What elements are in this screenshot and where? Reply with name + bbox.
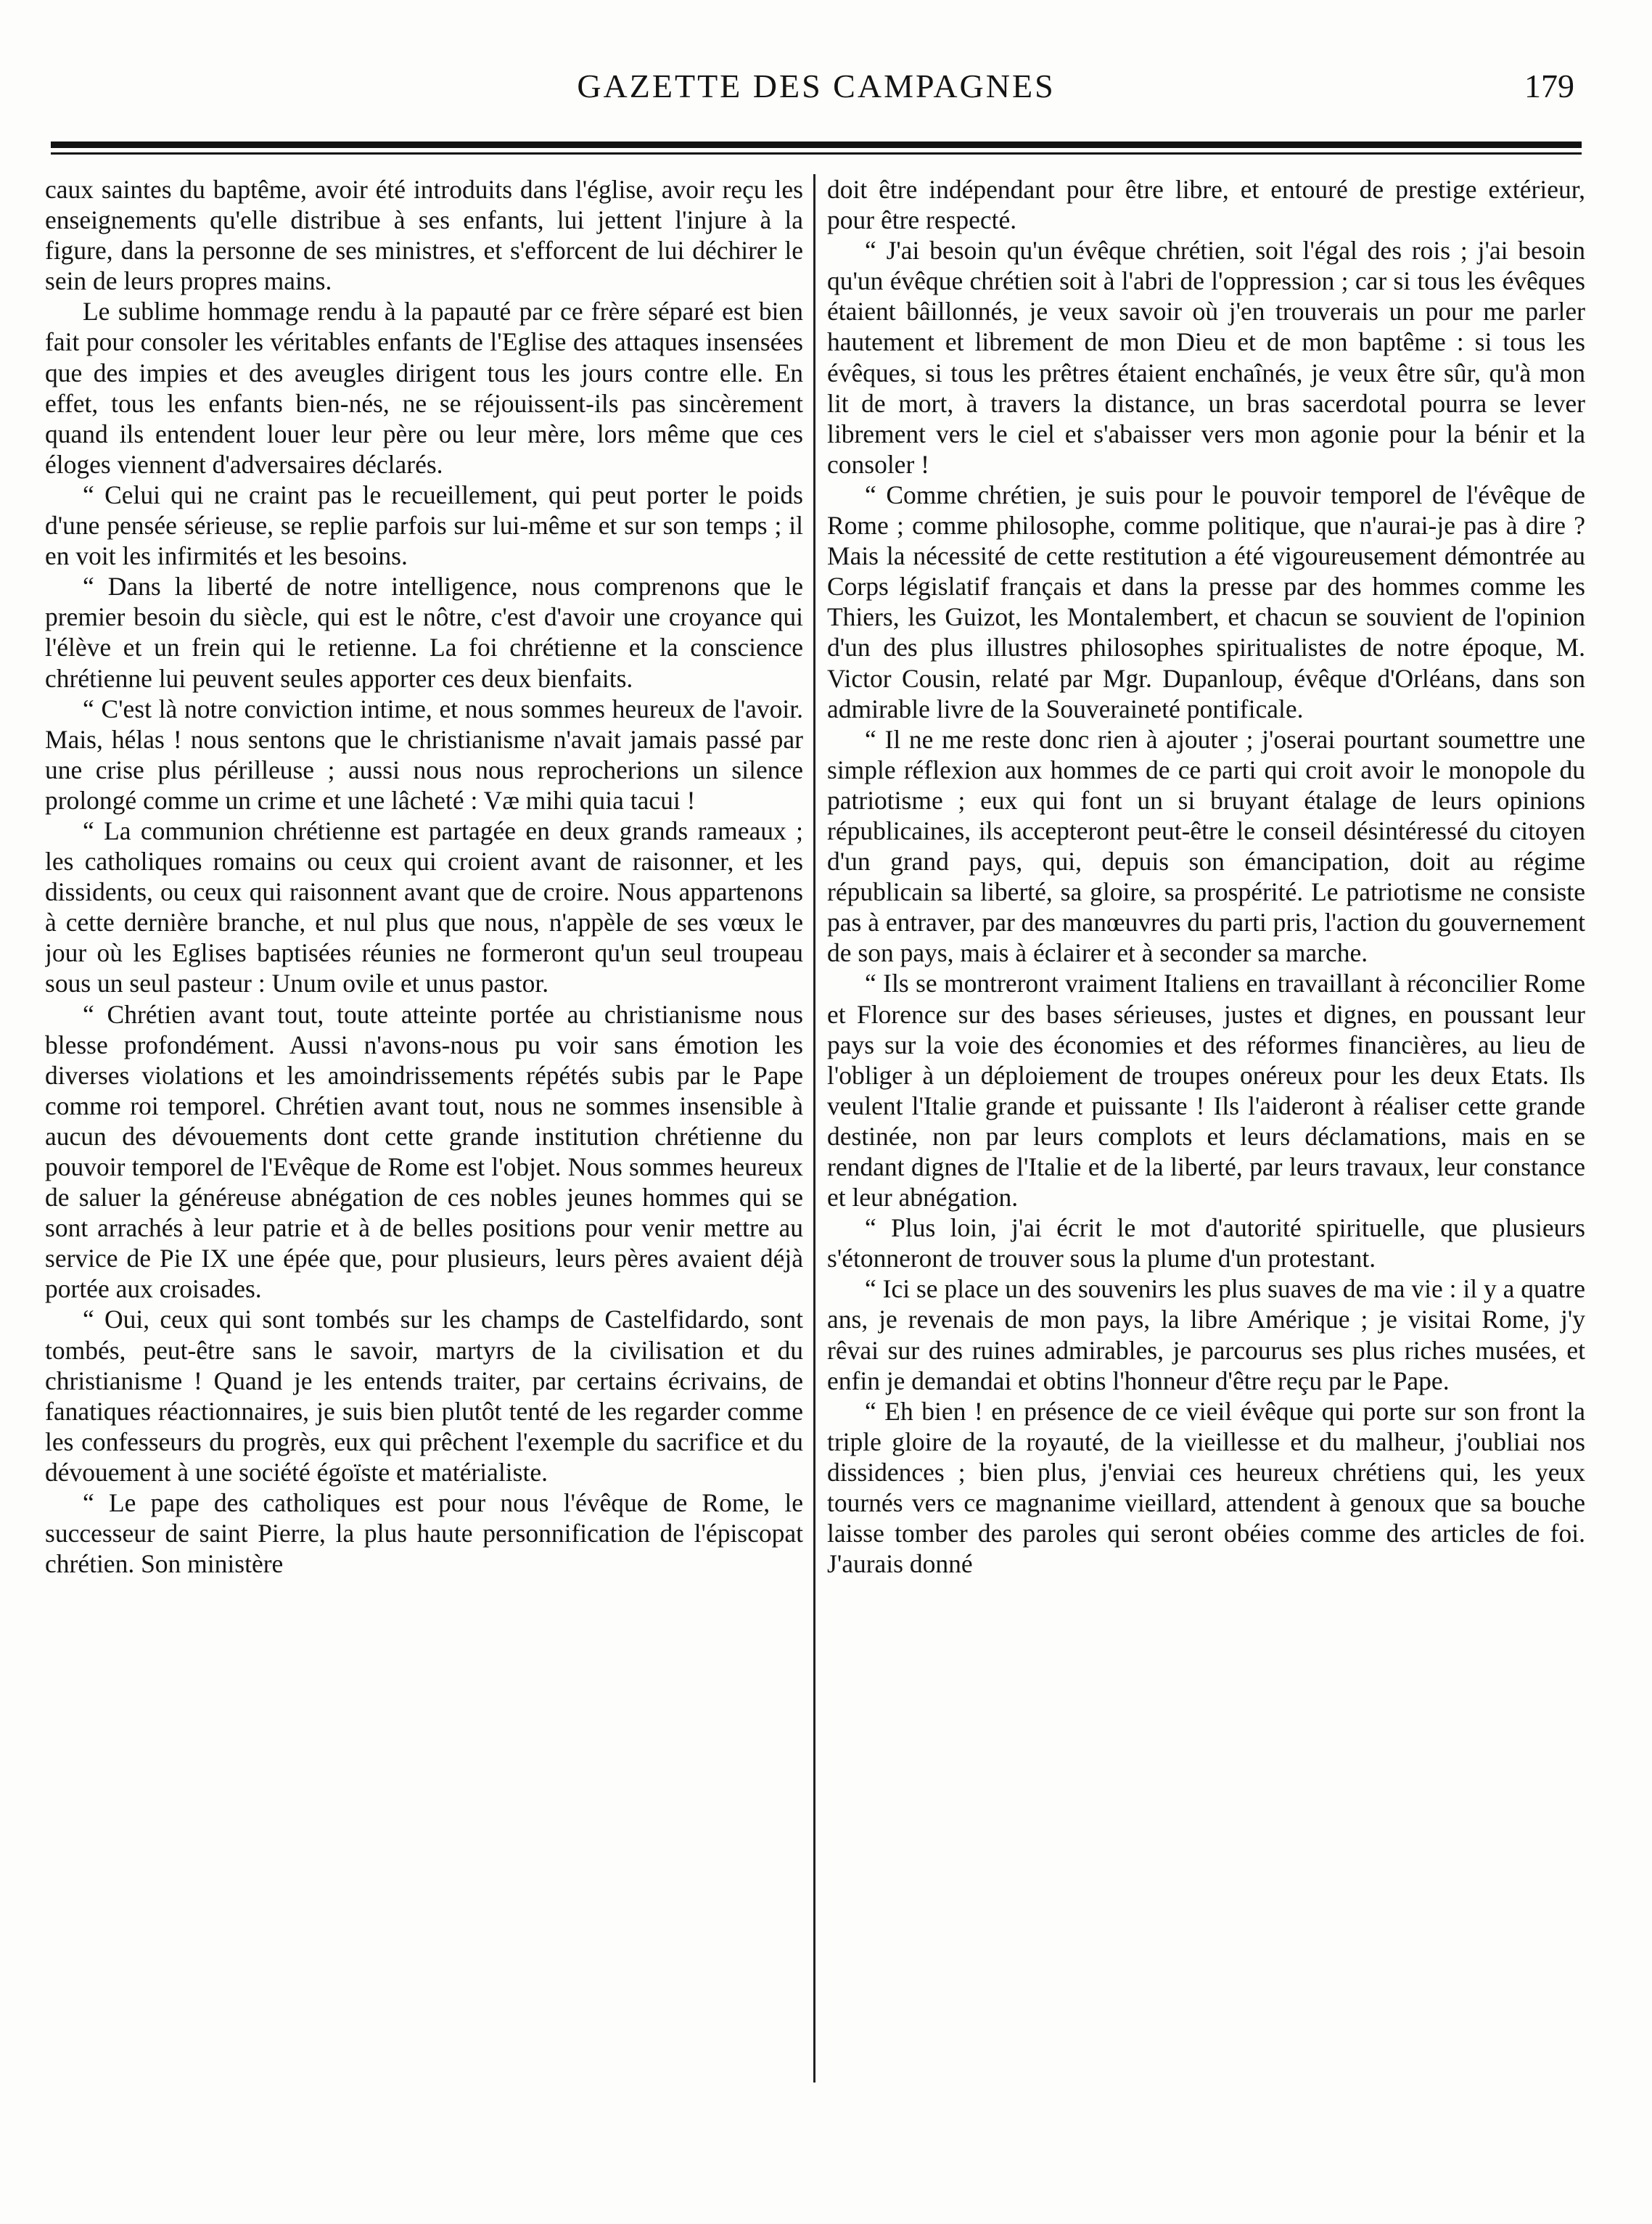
paragraph: “ Chrétien avant tout, toute atteinte portée au christianisme nous blesse profondément. Aussi n'avons-nous pu voir sans émotion les diverses violations et les amoindrissements répétés subis par le Pape comme roi temporel. Chrétien avant tout, nous ne sommes insensible à aucun des dévouements dont cette grande institution chrétienne du pouvoir temporel de l'Evêque de Rome est l'objet. Nous sommes heureux de saluer la généreuse abnégation de ces nobles jeunes hommes qui se sont arrachés à leur patrie et à de belles positions pour venir mettre au service de Pie IX une épée que, pour plusieurs, leurs pères avaient déjà portée aux croisades. — [45, 999, 803, 1304]
paragraph: Le sublime hommage rendu à la papauté par ce frère séparé est bien fait pour consoler les véritables enfants de l'Eglise des attaques insensées que des impies et des aveugles dirigent tous les jours contre elle. En effet, tous les enfants bien-nés, ne se réjouissent-ils pas sincèrement quand ils entendent louer leur père ou leur mère, lors même que ces éloges viennent d'adversaires déclarés. — [45, 297, 803, 479]
right-column — [827, 174, 1585, 2090]
paragraph: “ Dans la liberté de notre intelligence, nous comprenons que le premier besoin du siècle, qui est le nôtre, c'est d'avoir une croyance qui l'élève et un frein qui le retienne. La foi chrétienne et la conscience chrétienne lui peuvent seules apporter ces deux bienfaits. — [45, 572, 803, 693]
paragraph: “ Eh bien ! en présence de ce vieil évêque qui porte sur son front la triple gloire de la royauté, de la vieillesse et du malheur, j'oubliai nos dissidences ; bien plus, j'enviai ces heureux chrétiens qui, les yeux tournés vers ce magnanime vieillard, attendent à genoux que sa bouche laisse tomber des paroles qui seront obéies comme des articles de foi. J'aurais donné — [827, 1396, 1585, 1579]
left-column — [45, 174, 803, 2090]
paragraph: “ Ici se place un des souvenirs les plus suaves de ma vie : il y a quatre ans, je revenais de mon pays, la libre Amérique ; je visitai Rome, j'y rêvai sur des ruines admirables, je parcourus ses plus riches musées, et enfin je demandai et obtins l'honneur d'être reçu par le Pape. — [827, 1274, 1585, 1395]
page-header — [44, 67, 1589, 118]
paragraph: “ Plus loin, j'ai écrit le mot d'autorité spirituelle, que plusieurs s'étonneront de trouver sous la plume d'un protestant. — [827, 1213, 1585, 1273]
paragraph: “ Celui qui ne craint pas le recueillement, qui peut porter le poids d'une pensée sérieuse, se replie parfois sur lui-même et sur son temps ; il en voit les infirmités et les besoins. — [45, 480, 803, 571]
paragraph: “ C'est là notre conviction intime, et nous sommes heureux de l'avoir. Mais, hélas ! nous sentons que le christianisme n'avait jamais passé par une crise plus périlleuse ; aussi nous nous reprocherions un silence prolongé comme un crime et une lâcheté : Væ mihi quia tacui ! — [45, 694, 803, 815]
paragraph: caux saintes du baptême, avoir été introduits dans l'église, avoir reçu les enseignements qu'elle distribue à ses enfants, lui jettent l'injure à la figure, dans la personne de ses ministres, et s'efforcent de lui déchirer le sein de leurs propres mains. — [45, 175, 803, 296]
header-rule-thin — [51, 152, 1582, 155]
paragraph: “ Il ne me reste donc rien à ajouter ; j'oserai pourtant soumettre une simple réflexion aux hommes de ce parti qui croit avoir le monopole du patriotisme ; eux qui font un si bruyant étalage de leurs opinions républicaines, ils accepteront peut-être le conseil désintéressé du citoyen d'un grand pays, qui, depuis son émancipation, doit au régime républicain sa liberté, sa gloire, sa prospérité. Le patriotisme ne consiste pas à entraver, par des manœuvres du parti pris, l'action du gouvernement de son pays, mais à éclairer et à seconder sa marche. — [827, 724, 1585, 968]
publication-title: GAZETTE DES CAMPAGNES — [577, 67, 1056, 104]
header-rule-thick — [51, 141, 1582, 148]
paragraph: “ J'ai besoin qu'un évêque chrétien, soit l'égal des rois ; j'ai besoin qu'un évêque chrétien soit à l'abri de l'oppression ; car si tous les évêques étaient bâillonnés, je veux savoir où j'en trouverais un pour me parler hautement et librement de mon Dieu et de mon baptême : si tous les évêques, si tous les prêtres étaient enchaînés, je veux être sûr, qu'à mon lit de mort, à travers la distance, un bras sacerdotal pourra se lever librement vers le ciel et s'abaisser vers mon agonie pour la bénir et la consoler ! — [827, 236, 1585, 479]
paragraph: “ Comme chrétien, je suis pour le pouvoir temporel de l'évêque de Rome ; comme philosophe, comme politique, que n'aurai-je pas à dire ? Mais la nécessité de cette restitution a été vigoureusement démontrée au Corps législatif français et dans la presse par des hommes comme les Thiers, les Guizot, les Montalembert, et chacun se souvient de l'opinion d'un des plus illustres philosophes spiritualistes de notre époque, M. Victor Cousin, relaté par Mgr. Dupanloup, évêque d'Orléans, dans son admirable livre de la Souveraineté pontificale. — [827, 480, 1585, 723]
page-number: 179 — [1524, 67, 1574, 104]
paragraph: “ Le pape des catholiques est pour nous l'évêque de Rome, le successeur de saint Pierre, la plus haute personnification de l'épiscopat chrétien. Son ministère — [45, 1488, 803, 1579]
paragraph: “ Ils se montreront vraiment Italiens en travaillant à réconcilier Rome et Florence sur des bases sérieuses, justes et dignes, en poussant leur pays sur la voie des économies et des réformes financières, au lieu de l'obliger à un déploiement de troupes onéreux pour les deux Etats. Ils veulent l'Italie grande et puissante ! Ils l'aideront à réaliser cette grande destinée, non par leurs complots et leurs déclamations, mais en se rendant dignes de l'Italie et de la liberté, par leurs travaux, leur constance et leur abnégation. — [827, 969, 1585, 1212]
column-divider — [813, 174, 815, 2083]
paragraph: “ La communion chrétienne est partagée en deux grands rameaux ; les catholiques romains ou ceux qui croient avant de raisonner, et les dissidents, ou ceux qui raisonnent avant que de croire. Nous appartenons à cette dernière branche, et nul plus que nous, n'appèle de ses vœux le jour où les Eglises baptisées réunies ne formeront qu'un seul troupeau sous un seul pasteur : Unum ovile et unus pastor. — [45, 816, 803, 998]
paragraph: “ Oui, ceux qui sont tombés sur les champs de Castelfidardo, sont tombés, peut-être sans le savoir, martyrs de la civilisation et du christianisme ! Quand je les entends traiter, par certains écrivains, de fanatiques réactionnaires, je suis bien plutôt tenté de les regarder comme les confesseurs du progrès, eux qui prêchent l'exemple du sacrifice et du dévouement à une société égoïste et matérialiste. — [45, 1305, 803, 1487]
paragraph: doit être indépendant pour être libre, et entouré de prestige extérieur, pour être respecté. — [827, 175, 1585, 235]
